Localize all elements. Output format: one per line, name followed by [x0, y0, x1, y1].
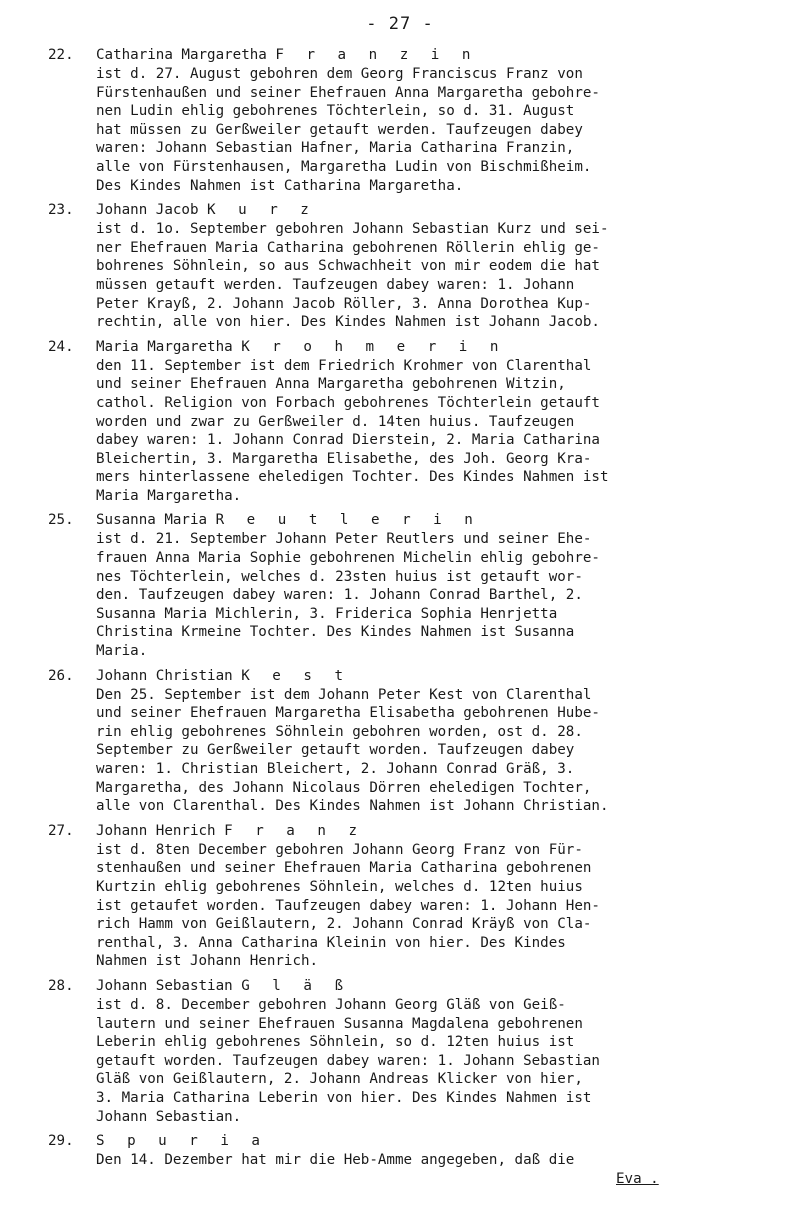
entry-number: 26. — [48, 667, 74, 684]
entry-text-line: Fürstenhaußen und seiner Ehefrauen Anna Margaretha gebohre- — [96, 84, 600, 101]
entry-text — [96, 841, 778, 971]
entry-heading — [48, 667, 778, 686]
entry-text-line: rin ehlig gebohrenes Söhnlein gebohren worden, ost d. 28. — [96, 723, 583, 740]
entry-text-line: dabey waren: 1. Johann Conrad Dierstein, 2. Maria Catharina — [96, 432, 600, 449]
entry-text-line: Leberin ehlig gebohrenes Söhnlein, so d. 12ten huius ist — [96, 1034, 575, 1051]
entry-given-names: Johann Christian — [96, 667, 242, 684]
entry-text-line: ner Ehefrauen Maria Catharina gebohrenen Röllerin ehlig ge- — [96, 239, 600, 256]
entry-text — [96, 220, 778, 332]
entry-text-line: Den 14. Dezember hat mir die Heb-Amme angegeben, daß die — [96, 1152, 575, 1169]
register-entry — [48, 667, 778, 816]
entry-text-line: 3. Maria Catharina Leberin von hier. Des Kindes Nahmen ist — [96, 1089, 592, 1106]
page-number: - 27 - — [366, 14, 434, 34]
entry-heading — [48, 1132, 778, 1151]
entry-heading — [48, 822, 778, 841]
entry-text — [96, 1151, 778, 1188]
entry-text-line: waren: 1. Christian Bleichert, 2. Johann Conrad Gräß, 3. — [96, 761, 575, 777]
entry-text-line: worden und zwar zu Gerßweiler d. 14ten huius. Taufzeugen — [96, 413, 575, 430]
entry-text-line: ist getaufet worden. Taufzeugen dabey waren: 1. Johann Hen- — [96, 897, 600, 914]
entry-text — [96, 65, 778, 195]
entry-number: 28. — [48, 977, 74, 994]
entry-text-line: renthal, 3. Anna Catharina Kleinin von hier. Des Kindes — [96, 934, 566, 951]
entry-text-line: nes Töchterlein, welches d. 23sten huius ist getauft wor- — [96, 568, 583, 585]
register-entry — [48, 822, 778, 971]
entry-text-line: Peter Krayß, 2. Johann Jacob Röller, 3. Anna Dorothea Kup- — [96, 295, 592, 312]
entry-heading — [48, 338, 778, 357]
register-entry — [48, 1132, 778, 1188]
entry-text — [96, 996, 778, 1126]
entry-text-line: ist d. 1o. September gebohren Johann Sebastian Kurz und sei- — [96, 221, 609, 238]
entry-text — [96, 530, 778, 660]
entry-number: 25. — [48, 512, 74, 529]
entry-text-line: rich Hamm von Geißlautern, 2. Johann Conrad Kräyß von Cla- — [96, 916, 592, 933]
entry-surname: K u r z — [207, 202, 316, 219]
register-entry — [48, 511, 778, 660]
entry-text-line: ist d. 8. December gebohren Johann Georg Gläß von Geiß- — [96, 996, 566, 1013]
entry-text-line: Maria. — [96, 643, 148, 660]
entry-given-names: Catharina Margaretha — [96, 47, 276, 63]
entry-number: 24. — [48, 338, 74, 355]
entry-given-names: Johann Henrich — [96, 822, 225, 839]
entry-text-line: Bleichertin, 3. Margaretha Elisabethe, des Joh. Georg Kra- — [96, 450, 592, 467]
entry-surname: S p u r i a — [96, 1133, 267, 1150]
entry-text-line: getauft worden. Taufzeugen dabey waren: 1. Johann Sebastian — [96, 1052, 600, 1069]
entry-text-line: bohrenes Söhnlein, so aus Schwachheit von mir eodem die hat — [96, 258, 600, 275]
entry-number: 27. — [48, 822, 74, 839]
entry-surname: G l ä ß — [241, 977, 351, 994]
entry-given-names: Johann Jacob — [96, 202, 208, 219]
entry-surname: K e s t — [241, 667, 351, 684]
entry-number: 29. — [48, 1133, 74, 1150]
entry-text-line: ist d. 27. August gebohren dem Georg Franciscus Franz von — [96, 66, 583, 82]
entry-text-line: cathol. Religion von Forbach gebohrenes Töchterlein getauft — [96, 394, 600, 411]
entry-heading — [48, 201, 778, 220]
entry-text-line: Nahmen ist Johann Henrich. — [96, 953, 319, 970]
entry-text-line: nen Ludin ehlig gebohrenes Töchterlein, so d. 31. August — [96, 103, 575, 120]
entry-given-names: Johann Sebastian — [96, 977, 242, 994]
baptism-register-entries — [48, 46, 778, 1194]
entry-surname: R e u t l e r i n — [215, 512, 480, 529]
entry-text-line: den. Taufzeugen dabey waren: 1. Johann Conrad Barthel, 2. — [96, 587, 583, 604]
entry-trailing-name: Eva . — [616, 1170, 659, 1187]
entry-text-line: Susanna Maria Michlerin, 3. Friderica Sophia Henrjetta — [96, 605, 558, 622]
entry-text-line: September zu Gerßweiler getauft worden. Taufzeugen dabey — [96, 742, 575, 759]
entry-surname: F r a n z i n — [275, 47, 478, 63]
entry-text-line: hat müssen zu Gerßweiler getauft werden. Taufzeugen dabey — [96, 121, 583, 138]
entry-text-line: lautern und seiner Ehefrauen Susanna Magdalena gebohrenen — [96, 1015, 583, 1032]
entry-number: 23. — [48, 202, 74, 219]
entry-text-line: waren: Johann Sebastian Hafner, Maria Catharina Franzin, — [96, 140, 575, 157]
entry-text-line: ist d. 21. September Johann Peter Reutlers und seiner Ehe- — [96, 531, 592, 548]
entry-text-line: Maria Margaretha. — [96, 487, 242, 504]
entry-text-line: mers hinterlassene eheledigen Tochter. Des Kindes Nahmen ist — [96, 469, 609, 486]
entry-text-line: alle von Clarenthal. Des Kindes Nahmen ist Johann Christian. — [96, 798, 609, 815]
entry-number: 22. — [48, 47, 74, 63]
entry-text-line: Den 25. September ist dem Johann Peter Kest von Clarenthal — [96, 686, 592, 703]
entry-text-line: und seiner Ehefrauen Anna Margaretha gebohrenen Witzin, — [96, 376, 566, 393]
entry-text-line: Christina Krmeine Tochter. Des Kindes Nahmen ist Susanna — [96, 624, 575, 641]
entry-heading — [48, 511, 778, 530]
register-entry — [48, 977, 778, 1126]
entry-text-line: Johann Sebastian. — [96, 1108, 242, 1125]
register-entry — [48, 46, 778, 195]
entry-text-line: ist d. 8ten December gebohren Johann Georg Franz von Für- — [96, 841, 583, 858]
register-entry — [48, 201, 778, 332]
entry-text-line: und seiner Ehefrauen Margaretha Elisabetha gebohrenen Hube- — [96, 705, 600, 722]
entry-text-line: müssen getauft werden. Taufzeugen dabey waren: 1. Johann — [96, 276, 575, 293]
register-entry — [48, 338, 778, 506]
entry-given-names: Susanna Maria — [96, 512, 216, 529]
entry-heading — [48, 46, 778, 65]
entry-text-line: frauen Anna Maria Sophie gebohrenen Michelin ehlig gebohre- — [96, 550, 600, 567]
entry-surname: F r a n z — [224, 822, 364, 839]
entry-surname: K r o h m e r i n — [241, 338, 506, 355]
entry-text — [96, 357, 778, 506]
entry-text-line: stenhaußen und seiner Ehefrauen Maria Catharina gebohrenen — [96, 860, 592, 877]
entry-text-line: rechtin, alle von hier. Des Kindes Nahmen ist Johann Jacob. — [96, 314, 600, 331]
entry-text-line: Margaretha, des Johann Nicolaus Dörren eheledigen Tochter, — [96, 779, 592, 796]
entry-text-line: alle von Fürstenhausen, Margaretha Ludin von Bischmißheim. — [96, 158, 592, 175]
entry-heading — [48, 977, 778, 996]
entry-given-names: Maria Margaretha — [96, 338, 242, 355]
entry-text-line: Gläß von Geißlautern, 2. Johann Andreas Klicker von hier, — [96, 1071, 583, 1088]
entry-text-line: Des Kindes Nahmen ist Catharina Margaretha. — [96, 177, 464, 194]
entry-text-line: den 11. September ist dem Friedrich Krohmer von Clarenthal — [96, 357, 592, 374]
entry-text-line: Kurtzin ehlig gebohrenes Söhnlein, welches d. 12ten huius — [96, 878, 583, 895]
entry-text — [96, 686, 778, 816]
